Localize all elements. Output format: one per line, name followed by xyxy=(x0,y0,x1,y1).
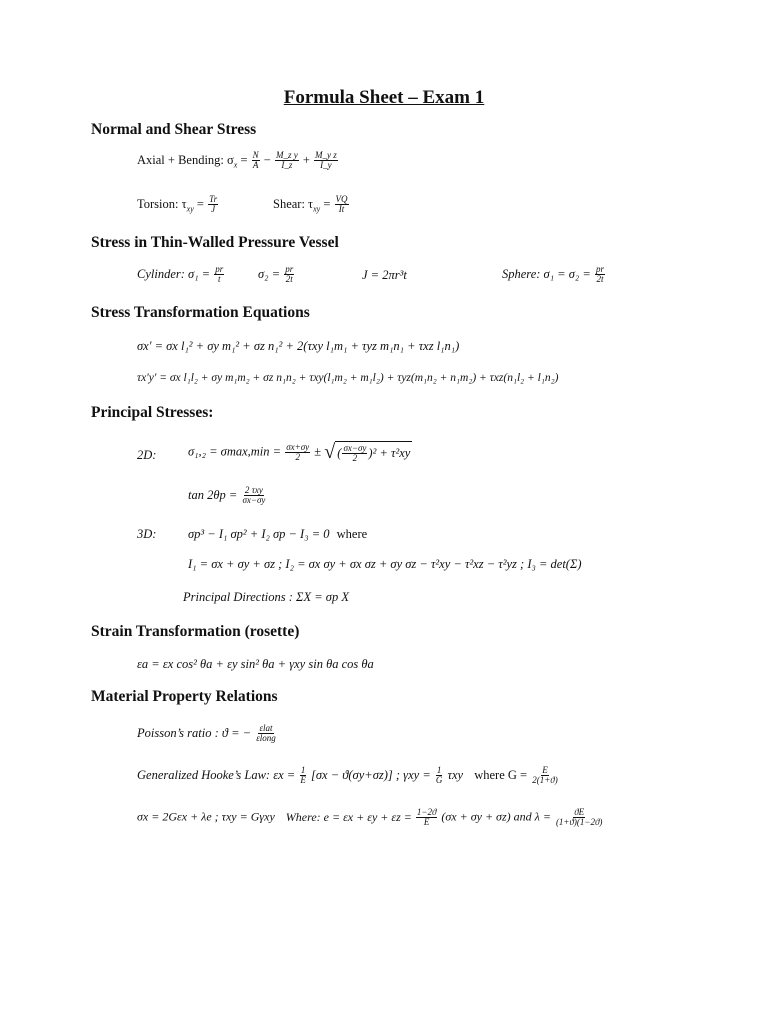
heading-pressure-vessel: Stress in Thin-Walled Pressure Vessel xyxy=(91,234,339,251)
radical-body: ( $\frac{\sigma x-\sigma y}{2}$ )² + τ²xy xyxy=(337,443,411,464)
lame-relations-equation: σx = 2Gεx + λe ; τxy = Gγxy Where: e = εx + εy + εz = $\frac{1-2ϑ}{E}$ (σx + σy + σz) and λ = $\frac{ϑE}{(1+ϑ)(1-2ϑ)}$ xyxy=(137,807,603,828)
axial-bending-equation: Axial + Bending: $\sigma_x$ = $\frac{N}{A}$ − $\frac{\text{M\_z y}}{I\_z}$ + $\frac{\text{M\_y z}}{I\_y}$ xyxy=(137,150,337,171)
normal-stress-transformation-equation: σx′ = σx l₁² + σy m₁² + σz n₁² + 2(τxy l₁m₁ + τyz m₁n₁ + τxz l₁n₁) xyxy=(137,339,460,353)
sigma2-equation: σ₂ = $\frac{pr}{2t}$ xyxy=(258,264,294,285)
principal-2d-equation: σ₁,₂ = σmax,min = $\frac{\sigma x+\sigma y}{2}$ ± √ ( $\frac{\sigma x-\sigma y}{2}$ )² + τ²xy xyxy=(188,441,411,464)
characteristic-equation: σp³ − I₁ σp² + I₂ σp − I₃ = 0 where xyxy=(188,527,368,541)
heading-normal-shear: Normal and Shear Stress xyxy=(91,121,257,138)
heading-principal-stresses: Principal Stresses: xyxy=(91,404,214,421)
stress-invariants-equation: I₁ = σx + σy + σz ; I₂ = σx σy + σx σz + σy σz − τ²xy − τ²xz − τ²yz ; I₃ = det(Σ) xyxy=(188,557,582,571)
principal-directions-equation: Principal Directions : ΣX = σp X xyxy=(183,590,349,604)
poisson-ratio-equation: Poisson’s ratio : ϑ = − $\frac{\text{εlat}}{\text{εlong}}$ xyxy=(137,723,276,744)
label-3d: 3D: xyxy=(137,527,157,541)
generalized-hooke-equation: Generalized Hooke’s Law: εx = $\frac{1}{E}$ [σx − ϑ(σy+σz)] ; γxy = $\frac{1}{G}$ τxy where G = $\frac{E}{2(1+ϑ)}$ xyxy=(137,765,558,786)
heading-stress-transformation: Stress Transformation Equations xyxy=(91,304,310,321)
shear-equation: Shear: $\tau_{xy}$ = $\frac{VQ}{It}$ xyxy=(273,194,348,215)
strain-rosette-equation: εa = εx cos² θa + εy sin² θa + γxy sin θa cos θa xyxy=(137,657,374,671)
principal-angle-equation: tan 2θp = $\frac{\text{2 τxy}}{\sigma x-\sigma y}$ xyxy=(188,485,266,506)
cylinder-equation: Cylinder: σ₁ = $\frac{pr}{t}$ xyxy=(137,264,224,285)
page-title: Formula Sheet – Exam 1 xyxy=(283,87,485,108)
shear-stress-transformation-equation: τx′y′ = σx l₁l₂ + σy m₁m₂ + σz n₁n₂ + τxy(l₁m₂ + m₁l₂) + τyz(m₁n₂ + n₁m₂) + τxz(n₁l₂ + l₁n₂) xyxy=(137,372,559,384)
label-2d: 2D: xyxy=(137,448,157,462)
heading-strain-transformation: Strain Transformation (rosette) xyxy=(91,623,300,640)
polar-moment-equation: J = 2πr³t xyxy=(362,268,407,282)
torsion-equation: Torsion: $\tau_{xy}$ = $\frac{Tr}{J}$ xyxy=(137,194,218,215)
sphere-equation: Sphere: σ₁ = σ₂ = $\frac{pr}{2t}$ xyxy=(502,264,604,285)
heading-material-property: Material Property Relations xyxy=(91,688,278,705)
